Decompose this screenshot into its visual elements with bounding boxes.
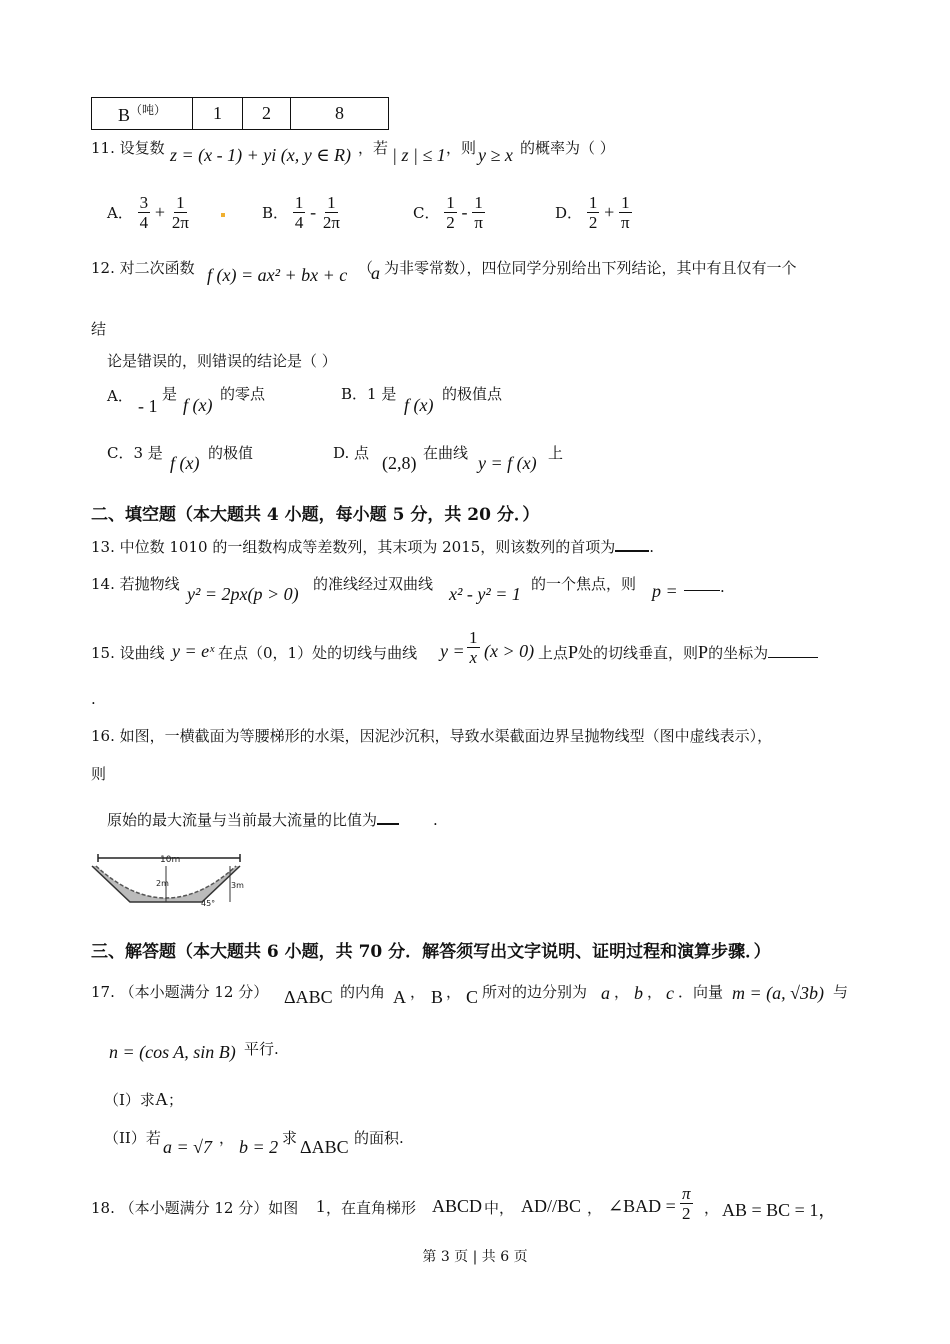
q17-c: c	[666, 983, 674, 1003]
q14-mid: 的准线经过双曲线	[313, 575, 434, 593]
q11-prefix: 11. 设复数	[91, 139, 165, 157]
q17-part2-b: b = 2	[239, 1137, 279, 1157]
q14-blank	[684, 590, 720, 591]
q17-prefix: 17. （本小题满分 12 分）	[91, 983, 269, 1001]
q17-part2-tri: ΔABC	[300, 1137, 349, 1157]
q14-expr1: y² = 2px(p > 0)	[187, 584, 299, 604]
q15-expr1: y = eˣ	[172, 641, 215, 661]
q11-option-d: D． $\frac{1}{2}$ + $\frac{1}{\pi}$	[555, 193, 630, 232]
q18-n1: 1	[316, 1196, 325, 1216]
q12-line2: 结	[91, 320, 107, 338]
q12-option-c-f: f (x)	[170, 453, 200, 473]
q17-t4: 与	[833, 983, 849, 1001]
table-cell: 1	[193, 98, 243, 130]
q14-expr2: x² - y² = 1	[449, 584, 521, 604]
q15-frac: $\frac{1}{x}$	[469, 628, 478, 667]
q18-eq: AB = BC = 1，	[722, 1200, 837, 1220]
q17-part1: （I）求A；	[104, 1089, 183, 1109]
figure-depth-label: 2m	[156, 879, 169, 888]
q17-m: m = (a, √3b)	[732, 983, 825, 1003]
q12-expr: f (x) = ax² + bx + c	[207, 265, 348, 285]
table-cell: 8	[291, 98, 389, 130]
q14-prefix: 14. 若抛物线	[91, 575, 180, 593]
q15-tail: 上点P处的切线垂直，则P的坐标为	[538, 642, 818, 663]
q12-option-a-is: 是	[162, 385, 178, 403]
q17-B: B	[431, 987, 444, 1007]
q12-rest: 为非零常数），四位同学分别给出下列结论，其中有且仅有一个	[384, 259, 797, 277]
q12-a: a	[371, 263, 380, 283]
q12-option-c-tail: 的极值	[208, 444, 254, 462]
row-label-cell: $B^{(吨)}$	[92, 98, 193, 130]
q12-paren: （	[358, 259, 374, 277]
page-footer: 第 3 页 | 共 6 页	[422, 1249, 528, 1265]
q12-option-a-val: - 1	[138, 396, 158, 416]
q18-abcd: ABCD	[432, 1196, 483, 1216]
q12-option-d-mid: 在曲线	[423, 444, 469, 462]
q12-option-b-f: f (x)	[404, 395, 434, 415]
table-row	[92, 98, 389, 130]
q11-expr: z = (x - 1) + yi (x, y ∈ R)	[170, 145, 352, 165]
q11-rel: y ≥ x	[478, 145, 513, 165]
q18-par: AD//BC	[521, 1196, 582, 1216]
q17-t1: 的内角	[340, 983, 386, 1001]
q18-t1: ，在直角梯形	[326, 1199, 417, 1217]
stray-dot	[221, 213, 225, 217]
q16-line3: 原始的最大流量与当前最大流量的比值为 .	[107, 811, 438, 829]
channel-figure	[90, 852, 250, 908]
q11-option-a: A． $\frac{3}{4}$ + $\frac{1}{2\pi}$	[107, 193, 189, 232]
q11-cond: | z | ≤ 1	[392, 145, 446, 165]
q17-part2-a: a = √7	[163, 1137, 213, 1157]
q17-a: a	[601, 983, 610, 1003]
q15-mid: 在点（0，1）处的切线与曲线	[218, 644, 418, 662]
q14-end: .	[720, 578, 725, 596]
q14-mid2: 的一个焦点，则	[531, 575, 637, 593]
q12-option-d-tail: 上	[548, 444, 564, 462]
q12-option-c-label: C．3 是	[107, 444, 163, 462]
q18-frac: $\frac{\pi}{2}$	[682, 1184, 691, 1223]
q17-t2: 所对的边分别为	[482, 983, 588, 1001]
q16-line1: 16. 如图，一横截面为等腰梯形的水渠，因泥沙沉积，导致水渠截面边界呈抛物线型（图中虚线表示），	[91, 727, 773, 745]
q17-t5: 平行.	[244, 1040, 279, 1058]
q17-A: A	[393, 987, 406, 1007]
q12-line3: 论是错误的，则错误的结论是（ ）	[107, 352, 337, 370]
q17-n: n = (cos A, sin B)	[109, 1042, 236, 1062]
q17-tri: ΔABC	[284, 987, 333, 1007]
q11-mid1: ，若	[358, 139, 389, 157]
q17-part2-end: 的面积.	[354, 1129, 404, 1147]
q18-ang: ∠BAD =	[608, 1196, 676, 1216]
q17-part2-mid: 求	[282, 1129, 298, 1147]
q16-line2: 则	[91, 765, 107, 783]
q12-option-b-label: B．1 是	[341, 385, 397, 403]
table-cell: 2	[243, 98, 291, 130]
q15-y: y =	[440, 641, 465, 661]
figure-angle-label: 45°	[201, 899, 216, 908]
q12-option-a-f: f (x)	[183, 395, 213, 415]
q15-dot: .	[91, 690, 96, 708]
section-2-heading: 二、填空题（本大题共 4 小题，每小题 5 分，共 20 分．）	[91, 505, 540, 525]
tonnage-table	[91, 97, 389, 130]
q17-C: C	[466, 987, 479, 1007]
q12-option-b-tail: 的极值点	[442, 385, 503, 403]
q12-option-d-pt: (2,8)	[382, 453, 417, 473]
q11-option-b: B． $\frac{1}{4}$ - $\frac{1}{2\pi}$	[262, 193, 340, 232]
q17-part2-label: （II）若	[104, 1129, 161, 1147]
q12-option-a-tail: 的零点	[220, 385, 266, 403]
q11-mid2: ，则	[446, 139, 477, 157]
q18-prefix: 18. （本小题满分 12 分）如图	[91, 1199, 299, 1217]
q11-suffix: 的概率为（ ）	[520, 139, 615, 157]
q11-option-c: C． $\frac{1}{2}$ - $\frac{1}{\pi}$	[413, 193, 483, 232]
q12-option-a-label: A．	[107, 387, 133, 405]
section-3-heading: 三、解答题（本大题共 6 小题，共 70 分．解答须写出文字说明、证明过程和演算步骤．）	[91, 942, 771, 962]
q15-prefix: 15. 设曲线	[91, 644, 165, 662]
q18-t2: 中，	[484, 1199, 515, 1217]
q12-option-d-label: D. 点	[333, 444, 370, 462]
q17-b: b	[634, 983, 643, 1003]
q12-prefix: 12. 对二次函数	[91, 259, 195, 277]
q12-option-d-f: y = f (x)	[478, 453, 537, 473]
figure-top-label: 10m	[160, 855, 181, 865]
q14-p: p =	[652, 581, 678, 601]
q13: 13. 中位数 1010 的一组数构成等差数列，其末项为 2015，则该数列的首项为 .	[91, 538, 655, 556]
q15-cond: (x > 0)	[484, 641, 535, 661]
q17-t3: ．向量	[678, 983, 724, 1001]
figure-right-label: 3m	[231, 881, 244, 890]
